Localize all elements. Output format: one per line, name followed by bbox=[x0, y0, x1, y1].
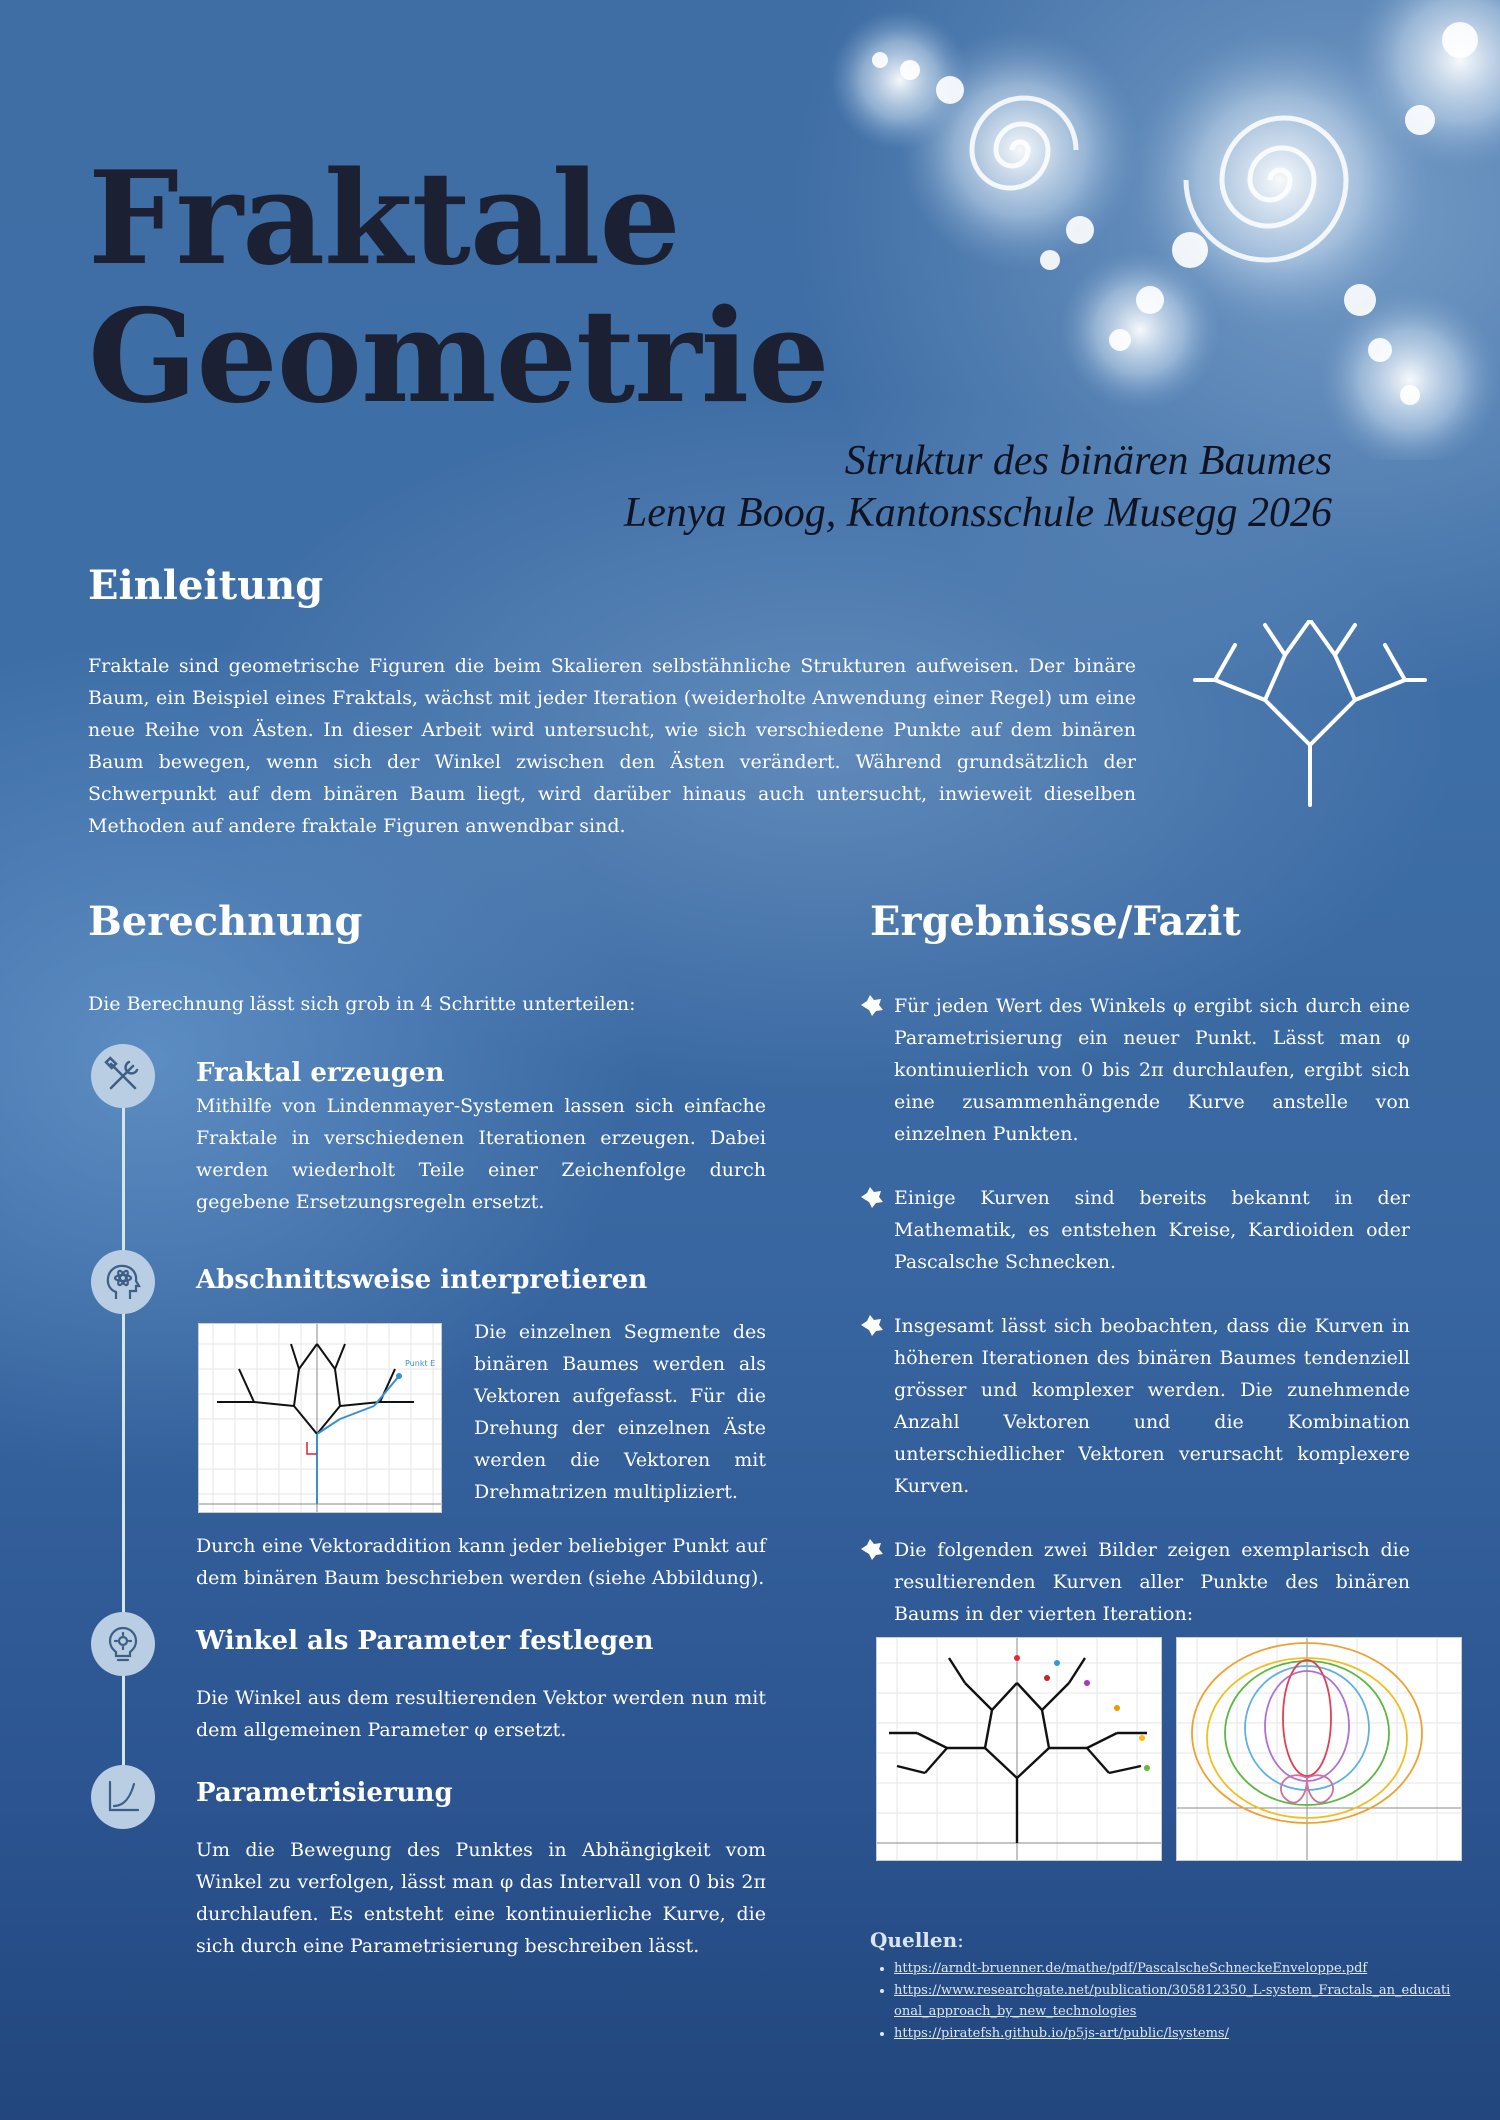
figure-point-label: Punkt E bbox=[405, 1359, 436, 1368]
source-item bbox=[894, 2023, 1454, 2044]
poster-title bbox=[88, 144, 829, 432]
title-line-1: Fraktale bbox=[88, 144, 680, 294]
results-heading: Ergebnisse/Fazit bbox=[870, 898, 1241, 945]
result-item bbox=[858, 1310, 1410, 1502]
mandelbrot-spiral-illustration bbox=[720, 0, 1500, 460]
step-4-title: Parametrisierung bbox=[196, 1778, 453, 1808]
result-text: Für jeden Wert des Winkels φ ergibt sich durch eine Parametrisierung ein neuer Punkt. Lässt man φ kontinuierlich von 0 bis 2π durchlaufen, ergibt sich eine zusammenhängende Kurve anstelle von einzelnen Punkten. bbox=[894, 995, 1410, 1145]
result-item bbox=[858, 1182, 1410, 1278]
results-list bbox=[858, 990, 1410, 1662]
step-4-text: Um die Bewegung des Punktes in Abhängigkeit vom Winkel zu verfolgen, lässt man φ das Intervall von 0 bis 2π durchlaufen. Es entsteht eine kontinuierliche Kurve, die sich durch eine Parametrisierung beschreiben lässt. bbox=[196, 1839, 766, 1957]
step-2-below-text: Durch eine Vektoraddition kann jeder beliebiger Punkt auf dem binären Baum beschrieben werden (siehe Abbildung). bbox=[196, 1535, 766, 1589]
source-item bbox=[894, 1980, 1454, 2022]
calc-heading: Berechnung bbox=[88, 898, 363, 945]
splash-bullet-icon bbox=[858, 994, 884, 1016]
result-text: Insgesamt lässt sich beobachten, dass die Kurven in höheren Iterationen des binären Baumes tendenziell grösser und komplexer werden. Die zunehmende Anzahl Vektoren und die Kombination unterschiedlicher Vektoren verursacht komplexere Kurven. bbox=[894, 1315, 1410, 1497]
splash-bullet-icon bbox=[858, 1314, 884, 1336]
step-3-text: Die Winkel aus dem resultierenden Vektor werden nun mit dem allgemeinen Parameter φ ersetzt. bbox=[196, 1687, 766, 1741]
result-text: Die folgenden zwei Bilder zeigen exemplarisch die resultierenden Kurven aller Punkte des binären Baums in der vierten Iteration: bbox=[894, 1539, 1410, 1625]
curve-chart-icon bbox=[104, 1778, 142, 1816]
binary-tree-icon bbox=[1190, 620, 1430, 810]
result-tree-figure bbox=[876, 1637, 1162, 1861]
intro-text: Fraktale sind geometrische Figuren die beim Skalieren selbstähnliche Strukturen aufweisen. Der binäre Baum, ein Beispiel eines Fraktals, wächst mit jeder Iteration (weiderholte Anwendung einer Regel) um eine neue Reihe von Ästen. In dieser Arbeit wird untersucht, wie sich verschiedene Punkte auf dem binären Baum bewegen, wenn sich der Winkel zwischen den Ästen verändert. Während grundsätzlich der Schwerpunkt auf dem binären Baum liegt, wird darüber hinaus auch untersucht, inwieweit dieselben Methoden auf andere fraktale Figuren anwendbar sind. bbox=[88, 655, 1136, 837]
subtitle-block bbox=[624, 435, 1332, 539]
sources-list bbox=[870, 1958, 1454, 2045]
sources-colon: : bbox=[957, 1928, 964, 1952]
tools-icon bbox=[103, 1056, 143, 1096]
step-1-text: Mithilfe von Lindenmayer-Systemen lassen sich einfache Fraktale in verschiedenen Iterationen erzeugen. Dabei werden wiederholt Teile einer Zeichenfolge durch gegebene Ersetzungsregeln ersetzt. bbox=[196, 1095, 766, 1213]
step-4-icon-circle bbox=[91, 1765, 155, 1829]
step-3-icon-circle bbox=[91, 1612, 155, 1676]
step-1-title: Fraktal erzeugen bbox=[196, 1058, 445, 1088]
subtitle: Struktur des binären Baumes bbox=[844, 438, 1332, 484]
source-link[interactable]: https://piratefsh.github.io/p5js-art/public/lsystems/ bbox=[894, 2026, 1229, 2041]
splash-bullet-icon bbox=[858, 1538, 884, 1560]
source-link[interactable]: https://www.researchgate.net/publication/305812350_L-system_Fractals_an_educational_approach_by_new_technologies bbox=[894, 1983, 1451, 2019]
calc-lead: Die Berechnung lässt sich grob in 4 Schritte unterteilen: bbox=[88, 993, 636, 1015]
sources-label: Quellen bbox=[870, 1928, 958, 1952]
step-2-icon-circle bbox=[91, 1250, 155, 1314]
step-2-title: Abschnittsweise interpretieren bbox=[196, 1265, 648, 1295]
result-text: Einige Kurven sind bereits bekannt in der Mathematik, es entstehen Kreise, Kardioiden oder Pascalsche Schnecken. bbox=[894, 1187, 1410, 1273]
vector-tree-figure bbox=[198, 1323, 442, 1513]
source-link[interactable]: https://arndt-bruenner.de/mathe/pdf/PascalscheSchneckeEnveloppe.pdf bbox=[894, 1961, 1368, 1976]
result-curves-figure bbox=[1176, 1637, 1462, 1861]
head-atom-icon bbox=[102, 1261, 144, 1303]
lightbulb-icon bbox=[104, 1624, 142, 1664]
step-1-icon-circle bbox=[91, 1044, 155, 1108]
result-item bbox=[858, 990, 1410, 1150]
intro-heading: Einleitung bbox=[88, 562, 324, 609]
step-2-side-text: Die einzelnen Segmente des binären Baumes werden als Vektoren aufgefasst. Für die Drehung der einzelnen Äste werden die Vektoren mit Drehmatrizen multipliziert. bbox=[474, 1321, 766, 1503]
author-line: Lenya Boog, Kantonsschule Musegg 2026 bbox=[623, 490, 1332, 536]
result-item bbox=[858, 1534, 1410, 1630]
splash-bullet-icon bbox=[858, 1186, 884, 1208]
sources-heading bbox=[870, 1928, 964, 1952]
title-line-2: Geometrie bbox=[88, 282, 829, 432]
step-3-title: Winkel als Parameter festlegen bbox=[196, 1626, 654, 1656]
source-item bbox=[894, 1958, 1454, 1979]
